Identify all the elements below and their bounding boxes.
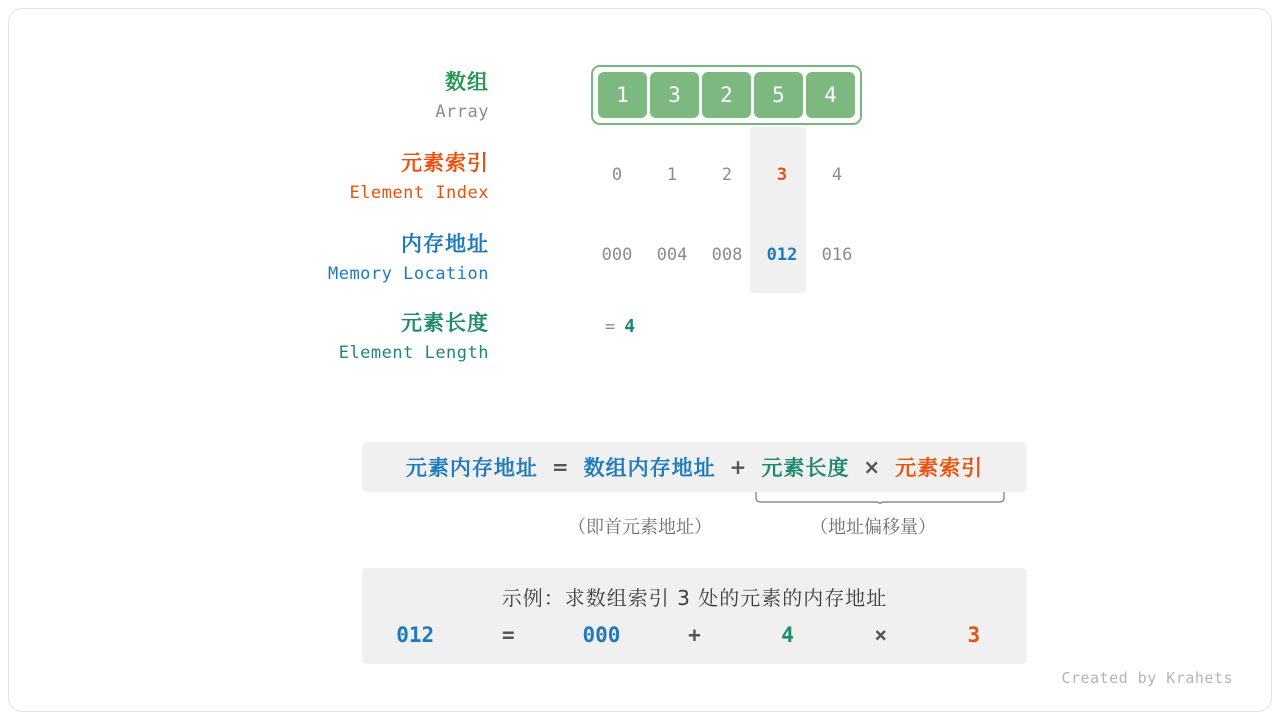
formula-op-plus: + (729, 455, 748, 479)
example-box (362, 568, 1027, 664)
address-value: 008 (711, 245, 743, 265)
address-value-highlighted: 012 (766, 245, 798, 265)
address-value: 000 (601, 245, 633, 265)
label-memory-cn: 内存地址 (401, 232, 489, 256)
label-array (109, 69, 489, 124)
index-value: 4 (831, 165, 843, 185)
example-result: 012 (396, 623, 435, 647)
example-op-plus: + (688, 623, 701, 647)
formula-term-element-index: 元素索引 (895, 456, 984, 480)
label-index-en: Element Index (349, 183, 489, 204)
formula-op-times: × (863, 455, 882, 479)
highlight-column (750, 127, 806, 293)
label-length (109, 310, 489, 365)
address-value: 004 (656, 245, 688, 265)
credit-text: Created by Krahets (1061, 669, 1233, 687)
index-value: 0 (611, 165, 623, 185)
example-index: 3 (967, 623, 981, 647)
example-op-times: × (874, 623, 888, 647)
label-memory-en: Memory Location (327, 264, 489, 285)
caption-offset: （地址偏移量） (810, 517, 936, 538)
label-length-en: Element Length (338, 343, 489, 364)
example-title: 示例：求数组索引 3 处的元素的内存地址 (501, 586, 888, 610)
address-row (591, 245, 863, 265)
label-index-cn: 元素索引 (401, 151, 489, 175)
label-memory (109, 231, 489, 286)
formula-term-array-address: 数组内存地址 (583, 456, 716, 480)
element-length-equals: = (605, 317, 616, 337)
label-length-cn: 元素长度 (401, 311, 489, 335)
offset-brace-icon (755, 492, 1005, 504)
label-index (109, 150, 489, 205)
element-length-value-row (605, 316, 635, 337)
address-value: 016 (821, 245, 853, 265)
array-cell: 2 (702, 72, 751, 118)
label-array-en: Array (435, 102, 489, 123)
example-element-length: 4 (781, 623, 794, 647)
example-base-address: 000 (582, 623, 621, 647)
array-cell: 1 (598, 72, 647, 118)
formula-term-element-length: 元素长度 (761, 456, 850, 480)
label-array-cn: 数组 (445, 70, 489, 94)
diagram-frame (8, 8, 1272, 712)
index-value: 2 (721, 165, 733, 185)
index-row (591, 165, 863, 185)
formula-op-equals: = (551, 455, 570, 479)
index-value-highlighted: 3 (776, 165, 788, 185)
array-cell: 3 (650, 72, 699, 118)
example-equation (362, 623, 1027, 647)
element-length-value: 4 (624, 316, 636, 337)
example-op-equals: = (501, 623, 515, 647)
index-value: 1 (666, 165, 678, 185)
caption-base-address: （即首元素地址） (568, 517, 712, 538)
array-container (591, 65, 862, 125)
array-cell: 4 (806, 72, 855, 118)
formula-term-element-address: 元素内存地址 (405, 456, 538, 480)
array-cell: 5 (754, 72, 803, 118)
formula-bar (362, 442, 1027, 492)
